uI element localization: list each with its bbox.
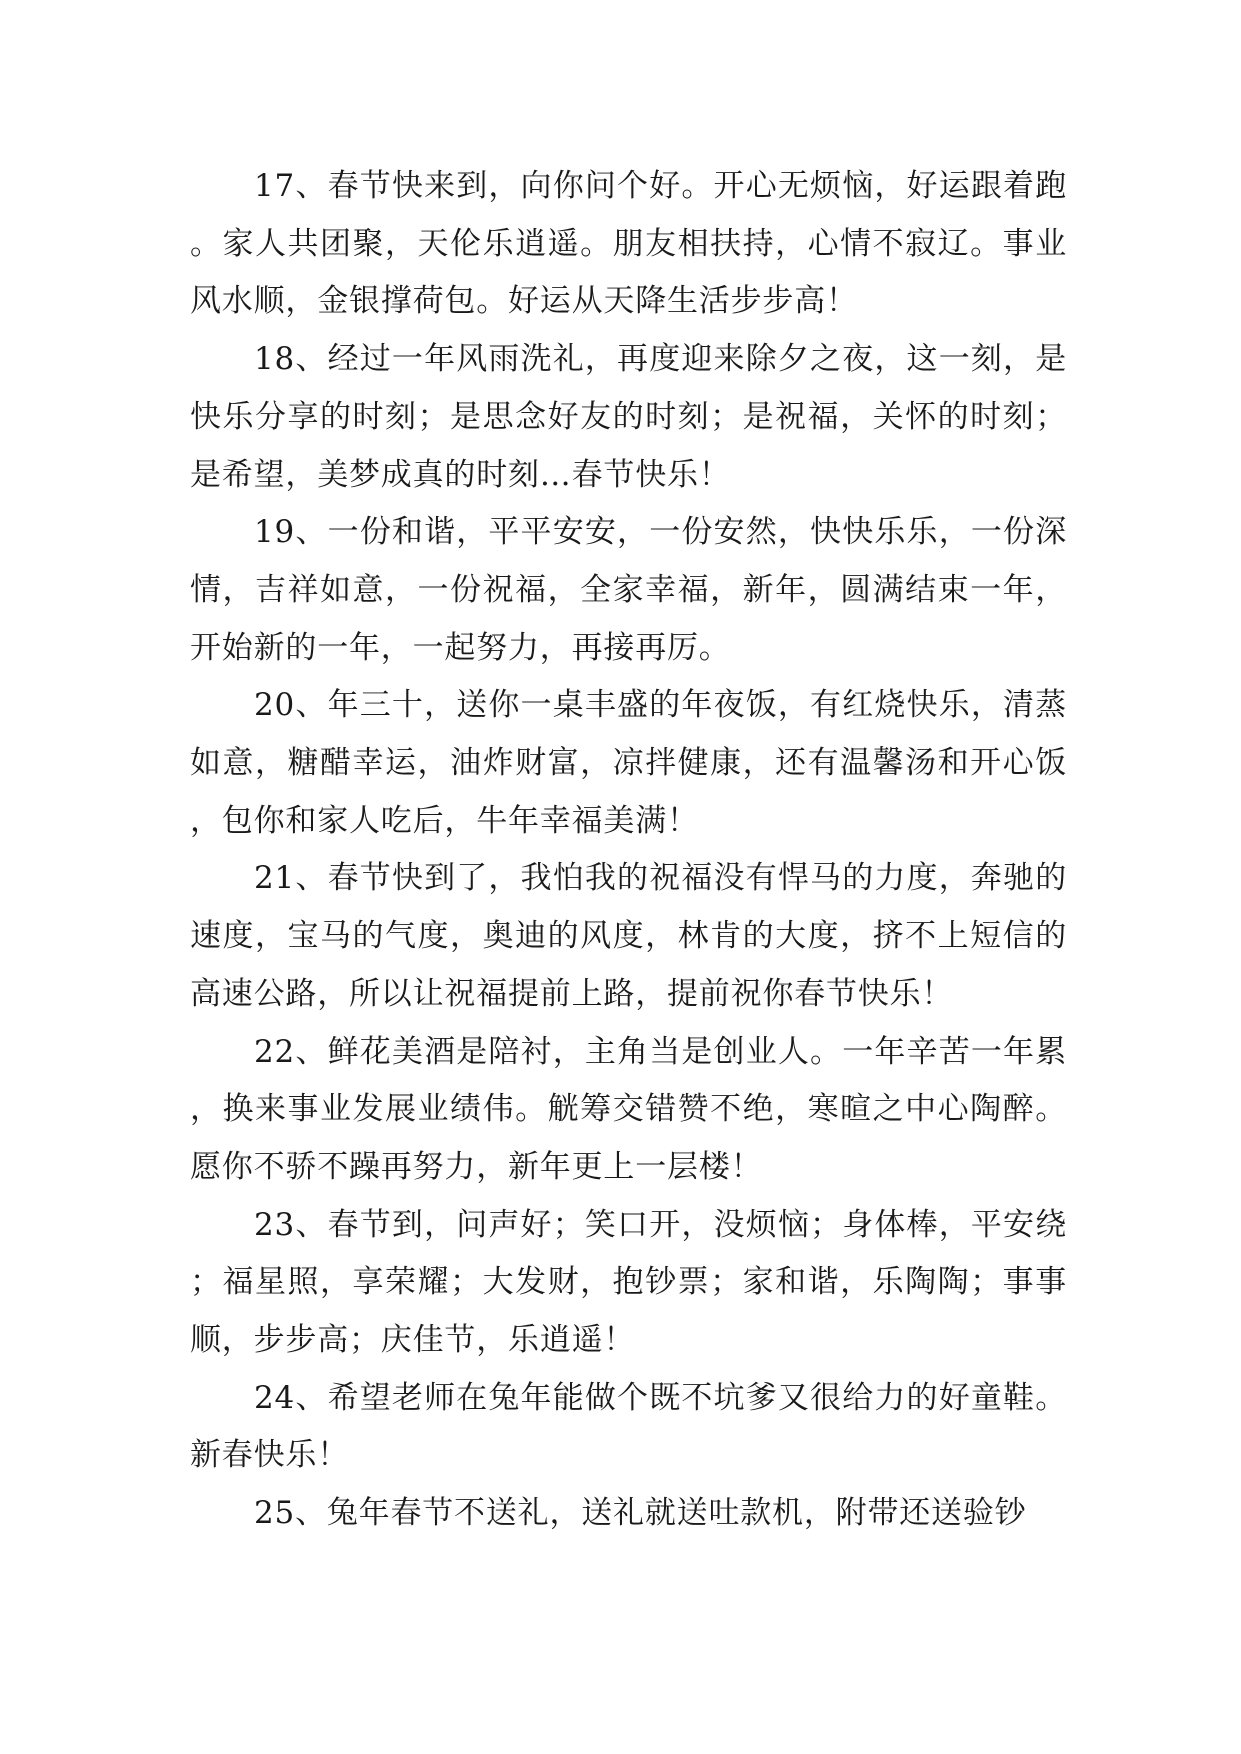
paragraph-17: 17、春节快来到，向你问个好。开心无烦恼，好运跟着跑。家人共团聚，天伦乐逍遥。朋友相扶持，心情不寂辽。事业风水顺，金银撑荷包。好运从天降生活步步高！ [190,168,1067,320]
paragraph-18: 18、经过一年风雨洗礼，再度迎来除夕之夜，这一刻，是快乐分享的时刻；是思念好友的时刻；是祝福，关怀的时刻；是希望，美梦成真的时刻…春节快乐！ [190,341,1067,493]
paragraph-19: 19、一份和谐，平平安安，一份安然，快快乐乐，一份深情，吉祥如意，一份祝福，全家幸福，新年，圆满结束一年，开始新的一年，一起努力，再接再厉。 [190,514,1067,666]
paragraph-20: 20、年三十，送你一桌丰盛的年夜饭，有红烧快乐，清蒸如意，糖醋幸运，油炸财富，凉拌健康，还有温馨汤和开心饭，包你和家人吃后，牛年幸福美满！ [190,687,1067,839]
paragraph-21: 21、春节快到了，我怕我的祝福没有悍马的力度，奔驰的速度，宝马的气度，奥迪的风度，林肯的大度，挤不上短信的高速公路，所以让祝福提前上路，提前祝你春节快乐！ [190,860,1067,1012]
paragraph-22: 22、鲜花美酒是陪衬，主角当是创业人。一年辛苦一年累，换来事业发展业绩伟。觥筹交错赞不绝，寒暄之中心陶醉。愿你不骄不躁再努力，新年更上一层楼！ [190,1033,1067,1185]
paragraph-23: 23、春节到，问声好；笑口开，没烦恼；身体棒，平安绕；福星照，享荣耀；大发财，抱钞票；家和谐，乐陶陶；事事顺，步步高；庆佳节，乐逍遥！ [190,1206,1067,1359]
paragraph-25: 25、兔年春节不送礼，送礼就送吐款机，附带还送验钞 [254,1495,1027,1532]
document-body [190,158,1067,1543]
paragraph-24: 24、希望老师在兔年能做个既不坑爹又很给力的好童鞋。新春快乐！ [190,1379,1067,1474]
